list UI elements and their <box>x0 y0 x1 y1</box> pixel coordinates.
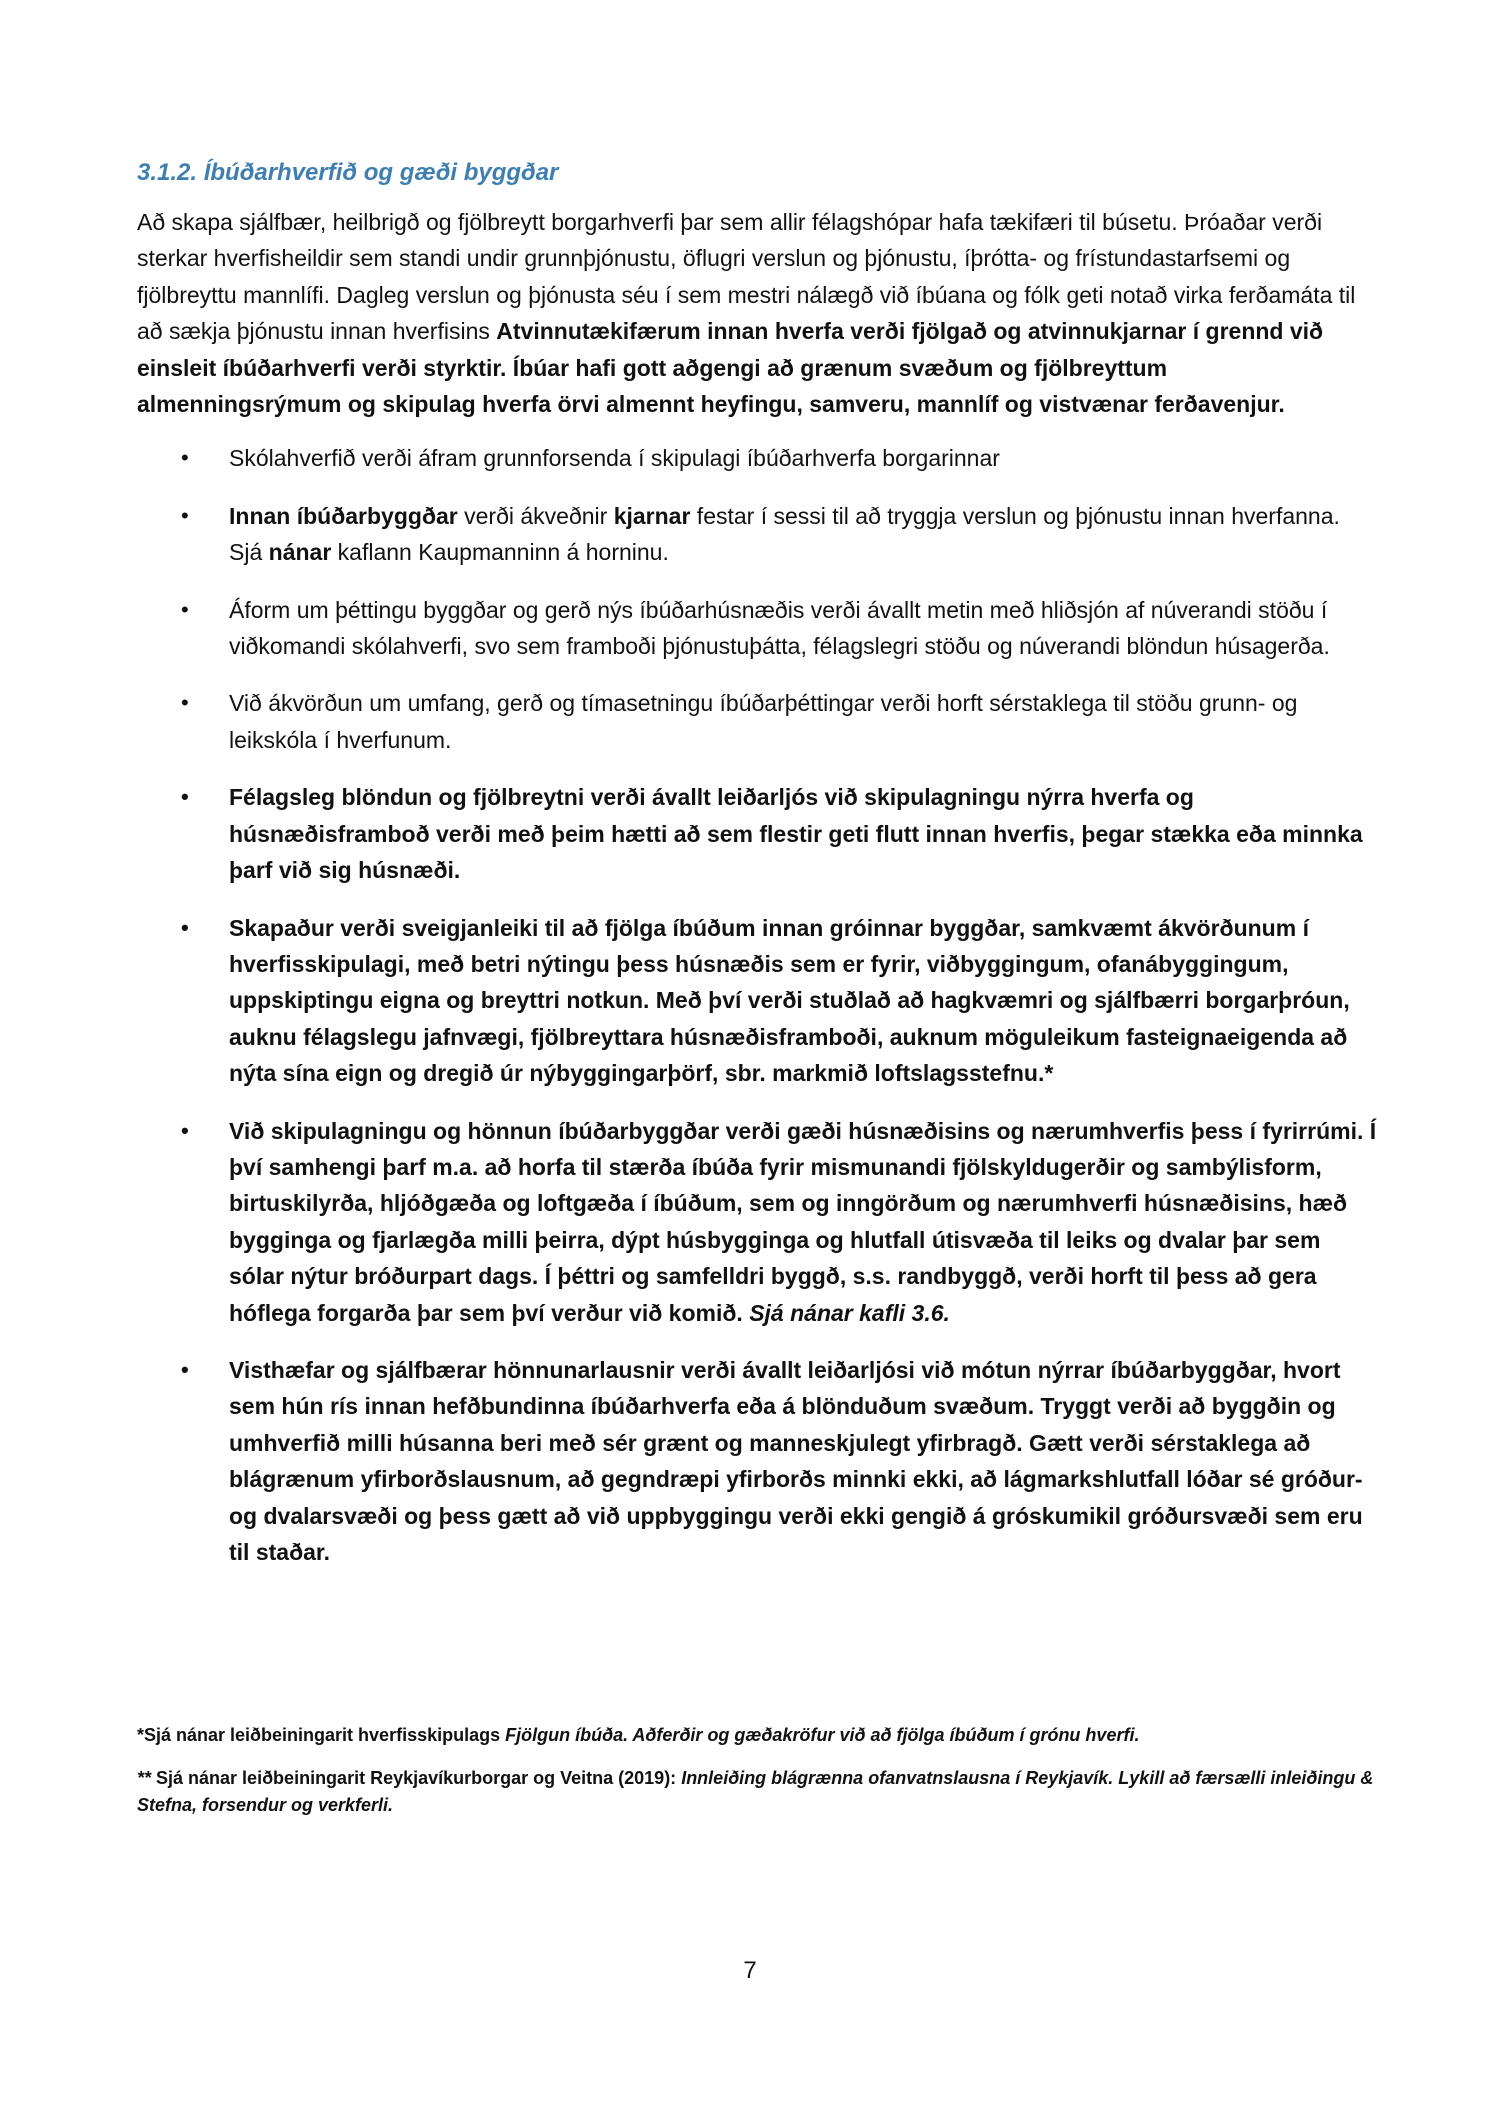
bullet-bold-term: nánar <box>268 539 332 566</box>
bullet-item <box>137 498 1377 571</box>
footnote-title: Innleiðing blágrænna ofanvatnslausna í Reykjavík. Lykill að færsælli inleiðingu & Stefna, forsendur og verkferli. <box>137 1768 1374 1815</box>
page-content <box>137 158 1377 1591</box>
intro-plain-text: Að skapa sjálfbær, heilbrigð og fjölbreytt borgarhverfi þar sem allir félagshópar hafa tækifæri til búsetu. Þróaðar verði sterkar hverfisheildir sem standi undir grunnþjónustu, öflugri verslun og þjónustu, íþrótta- og frístundastarfsemi og fjölbreyttu mannlífi. Dagleg verslun og þjónusta séu í sem mestri nálægð við íbúana og fólk geti notað virka ferðamáta til að sækja þjónustu innan hverfisins <box>137 209 1356 345</box>
intro-bold-text: Atvinnutækifærum innan hverfa verði fjölgað og atvinnukjarnar í grennd við einsleit íbúðarhverfi verði styrktir. Íbúar hafi gott aðgengi að grænum svæðum og fjölbreyttum almenningsrýmum og skipulag hverfa örvi almennt heyfingu, samveru, mannlíf og vistvænar ferðavenjur. <box>137 318 1324 418</box>
bullet-text: festar í sessi til að tryggja verslun og þjónustu innan hverfanna. Sjá <box>229 502 1340 566</box>
bullet-text: Skólahverfið verði áfram grunnforsenda í skipulagi íbúðarhverfa borgarinnar <box>229 445 1000 472</box>
bullet-text: Við ákvörðun um umfang, gerð og tímasetningu íbúðarþéttingar verði horft sérstaklega til stöðu grunn- og leikskóla í hverfunum. <box>229 690 1298 753</box>
footnote-title: Fjölgun íbúða. Aðferðir og gæðakröfur við að fjölga íbúðum í grónu hverfi. <box>505 1725 1140 1745</box>
bullet-item <box>137 1352 1377 1570</box>
footnote-text: Sjá nánar leiðbeiningarit Reykjavíkurborgar og Veitna (2019): <box>151 1768 682 1788</box>
bullet-item <box>137 440 1377 476</box>
bullet-text: verði ákveðnir <box>457 502 614 529</box>
footnote-1 <box>137 1722 1377 1749</box>
footnote-marker: ** <box>137 1768 152 1788</box>
bullet-list <box>137 440 1377 1570</box>
bullet-marker: • <box>181 690 189 716</box>
bullet-item <box>137 779 1377 888</box>
bullet-marker: • <box>181 784 189 810</box>
section-heading: 3.1.2. Íbúðarhverfið og gæði byggðar <box>137 159 559 186</box>
bullet-marker: • <box>181 502 189 528</box>
bullet-item <box>137 685 1377 758</box>
bullet-marker: • <box>181 596 189 622</box>
bullet-item <box>137 1113 1377 1331</box>
bullet-marker: • <box>181 445 189 471</box>
bullet-text: Visthæfar og sjálfbærar hönnunarlausnir verði ávallt leiðarljósi við mótun nýrrar íbúðarbyggðar, hvort sem hún rís innan hefðbundinna íbúðarhverfa eða á blönduðum svæðum. Tryggt verði að byggðin og umhverfið milli húsanna beri með sér grænt og manneskjulegt yfirbragð. Gætt verði sérstaklega að blágrænum yfirborðslausnum, að gegndræpi yfirborðs minnki ekki, að lágmarkshlutfall lóðar sé gróður- og dvalarsvæði og þess gætt að við uppbyggingu verði ekki gengið á gróskumikil gróðursvæði sem eru til staðar. <box>229 1356 1363 1565</box>
section-reference: Sjá nánar kafli 3.6. <box>749 1299 950 1326</box>
bullet-marker: • <box>181 1356 189 1382</box>
bullet-bold-term: kjarnar <box>613 502 691 529</box>
footnote-2 <box>137 1765 1377 1819</box>
footnote-text: *Sjá nánar leiðbeiningarit hverfisskipulags <box>137 1725 506 1745</box>
bullet-text: Áform um þéttingu byggðar og gerð nýs íbúðarhúsnæðis verði ávallt metin með hliðsjón af núverandi stöðu í viðkomandi skólahverfi, svo sem framboði þjónustuþátta, félagslegri stöðu og núverandi blöndun húsagerða. <box>229 596 1330 660</box>
bullet-item <box>137 592 1377 665</box>
bullet-bold-term: Innan íbúðarbyggðar <box>229 502 458 529</box>
footnotes <box>137 1722 1377 1835</box>
intro-paragraph <box>137 204 1377 422</box>
bullet-marker: • <box>181 914 189 940</box>
bullet-text: Félagsleg blöndun og fjölbreytni verði ávallt leiðarljós við skipulagningu nýrra hverfa og húsnæðisframboð verði með þeim hætti að sem flestir geti flutt innan hverfis, þegar stækka eða minnka þarf við sig húsnæði. <box>229 784 1363 884</box>
page-number: 7 <box>743 1957 757 1984</box>
bullet-marker: • <box>181 1117 189 1143</box>
bullet-item <box>137 910 1377 1092</box>
bullet-text: Við skipulagningu og hönnun íbúðarbyggðar verði gæði húsnæðisins og nærumhverfis þess í fyrirrúmi. Í því samhengi þarf m.a. að horfa til stærða íbúða fyrir mismunandi fjölskyldugerðir og sambýlisform, birtuskilyrða, hljóðgæða og loftgæða í íbúðum, sem og inngörðum og nærumhverfi húsnæðisins, hæð bygginga og fjarlægða milli þeirra, dýpt húsbygginga og hlutfall útisvæða til leiks og dvalar þar sem sólar nýtur bróðurpart dags. Í þéttri og samfelldri byggð, s.s. randbyggð, verði horft til þess að gera hóflega forgarða þar sem því verður við komið. <box>229 1117 1377 1326</box>
bullet-text: Skapaður verði sveigjanleiki til að fjölga íbúðum innan gróinnar byggðar, samkvæmt ákvörðunum í hverfisskipulagi, með betri nýtingu þess húsnæðis sem er fyrir, viðbyggingum, ofanábyggingum, uppskiptingu eigna og breyttri notkun. Með því verði stuðlað að hagkvæmri og sjálfbærri borgarþróun, auknu félagslegu jafnvægi, fjölbreyttara húsnæðisframboði, auknum möguleikum fasteignaeigenda að nýta sína eign og dregið úr nýbyggingarþörf, sbr. markmið loftslagsstefnu.* <box>229 914 1350 1087</box>
bullet-text: kaflann Kaupmanninn á horninu. <box>331 539 669 566</box>
